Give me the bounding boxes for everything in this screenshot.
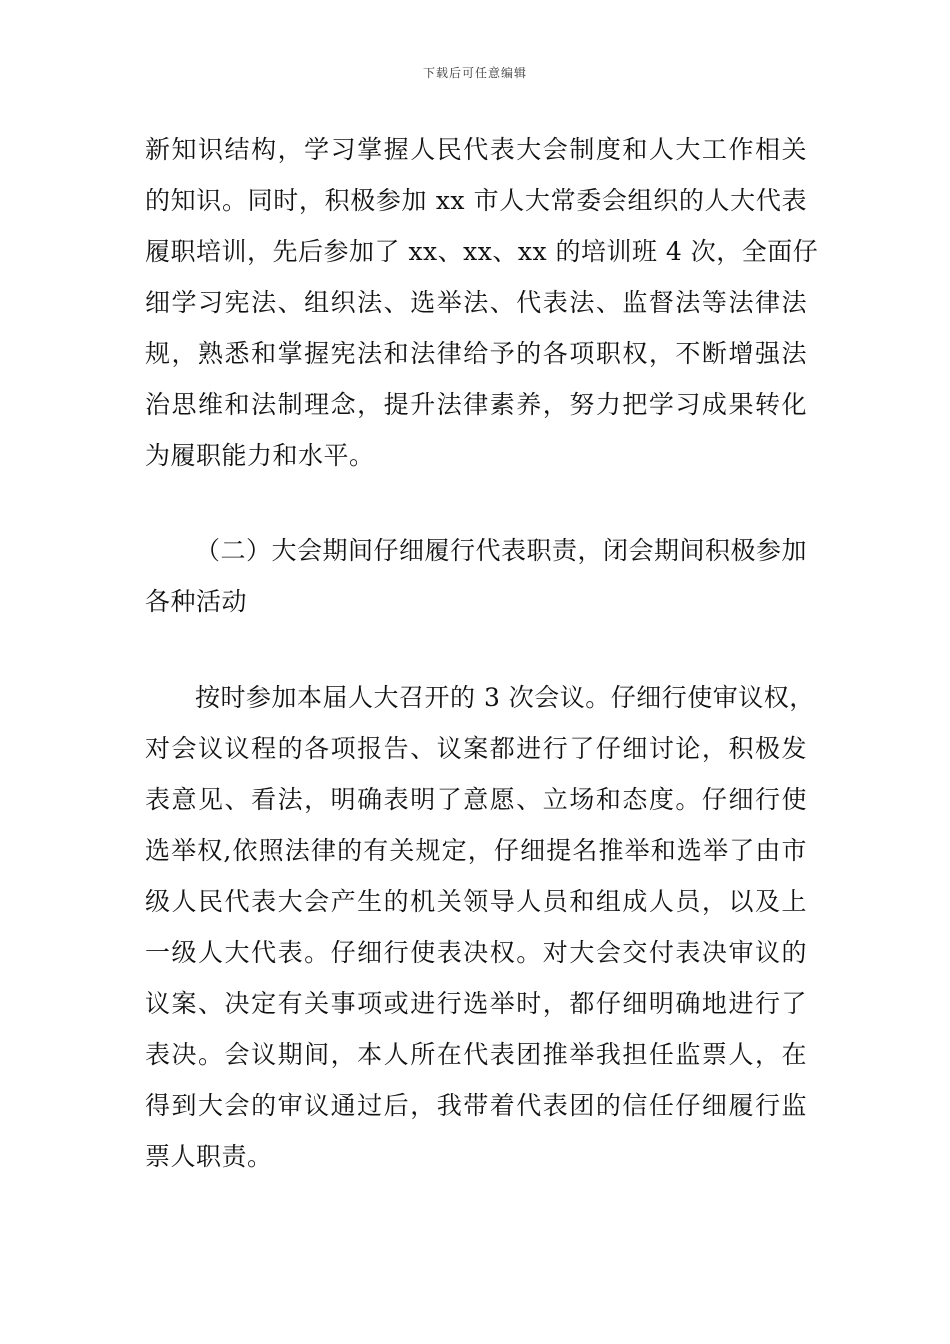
paragraph-training [145,124,819,481]
text-line: 表意见、看法，明确表明了意愿、立场和态度。仔细行使 [145,785,807,814]
text-line: 治思维和法制理念，提升法律素养，努力把学习成果转化 [145,390,807,419]
text-line: 表决。会议期间，本人所在代表团推举我担任监票人，在 [145,1040,807,1069]
text-line: 按时参加本届人大召开的 3 次会议。仔细行使审议权， [195,683,815,712]
text-line: 得到大会的审议通过后，我带着代表团的信任仔细履行监 [145,1091,807,1120]
text-line: 为履职能力和水平。 [145,441,375,470]
page-header: 下载后可任意编辑 [422,66,527,80]
text-line: 选举权,依照法律的有关规定，仔细提名推举和选举了由市 [145,836,807,865]
heading-line: （二）大会期间仔细履行代表职责，闭会期间积极参加 [195,536,808,565]
heading-line: 各种活动 [145,587,248,616]
text-line: 一级人大代表。仔细行使表决权。对大会交付表决审议的 [145,938,807,967]
text-line: 议案、决定有关事项或进行选举时，都仔细明确地进行了 [145,989,807,1018]
text-line: 级人民代表大会产生的机关领导人员和组成人员，以及上 [145,887,807,916]
text-line: 新知识结构，学习掌握人民代表大会制度和人大工作相关 [145,135,807,164]
text-line: 的知识。同时，积极参加 xx 市人大常委会组织的人大代表 [145,186,807,215]
text-line: 对会议议程的各项报告、议案都进行了仔细讨论，积极发 [145,734,807,763]
paragraph-meetings [145,672,815,1182]
text-line: 规，熟悉和掌握宪法和法律给予的各项职权，不断增强法 [145,339,807,368]
text-line: 票人职责。 [145,1142,273,1171]
section-heading [145,525,807,627]
text-line: 履职培训，先后参加了 xx、xx、xx 的培训班 4 次，全面仔 [145,237,819,266]
text-line: 细学习宪法、组织法、选举法、代表法、监督法等法律法 [145,288,807,317]
